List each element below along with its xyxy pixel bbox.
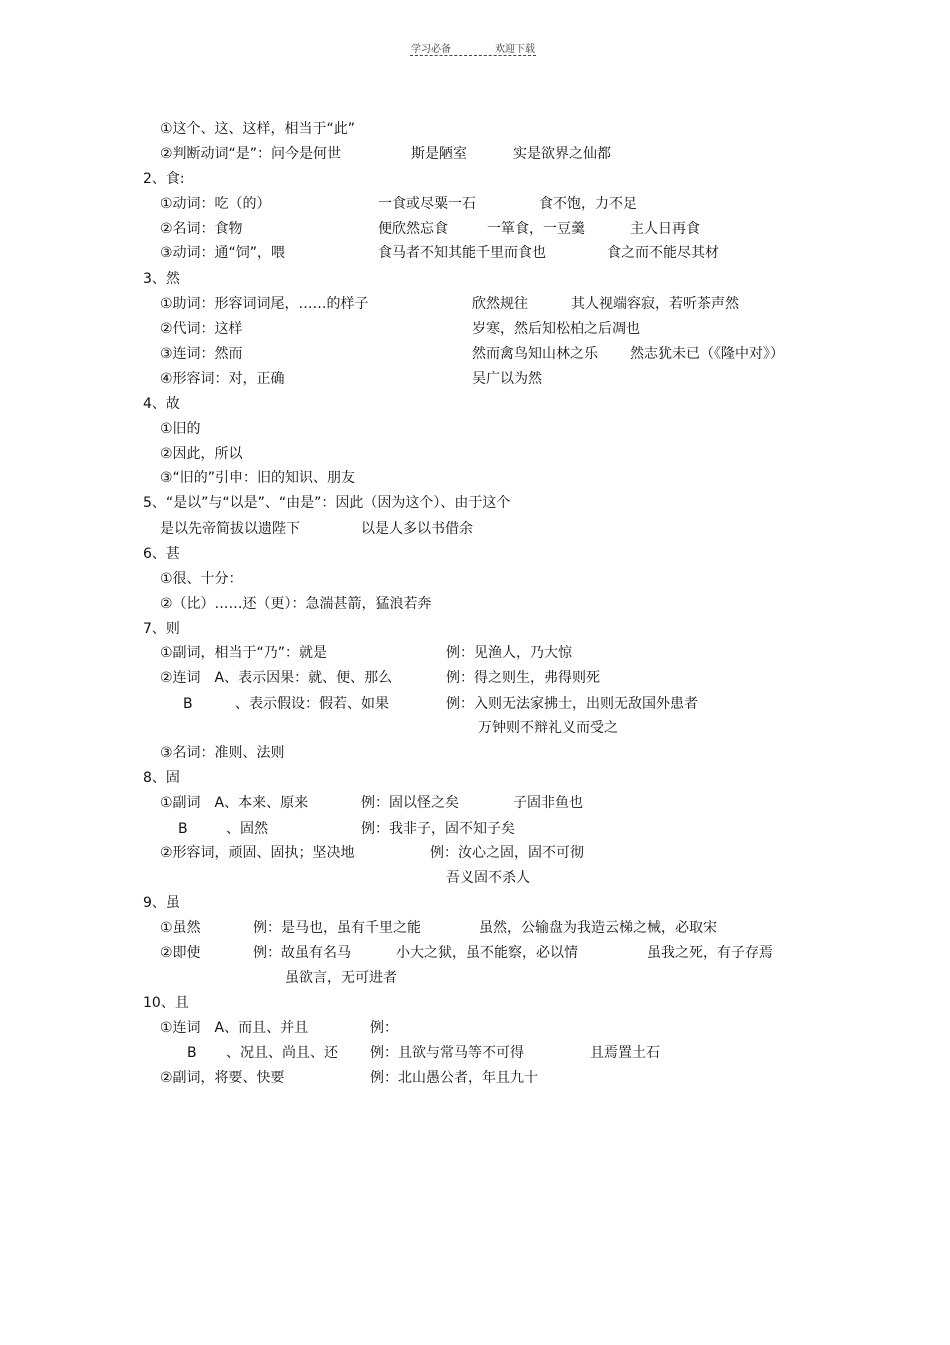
text-line: B — [183, 696, 193, 712]
text-line: ②（比）……还（更）：急湍甚箭，猛浪若奔 — [160, 596, 432, 612]
text-line: ①很、十分： — [160, 571, 243, 587]
text-line: ②代词：这样 — [160, 321, 243, 337]
text-line: ①旧的 — [160, 421, 201, 437]
text-line: 食马者不知其能千里而食也 — [378, 245, 546, 261]
text-line: 例：得之则生，弗得则死 — [446, 670, 600, 686]
text-line: 是以先帝简拔以遗陛下 — [160, 521, 300, 537]
text-line: ②即使 — [160, 945, 201, 961]
text-line: 10、且 — [143, 995, 189, 1011]
text-line: ②副词，将要、快要 — [160, 1070, 285, 1086]
text-line: ③名词：准则、法则 — [160, 745, 285, 761]
text-line: 一食或尽粟一石 — [378, 196, 476, 212]
text-line: 小大之狱，虽不能察，必以情 — [396, 945, 578, 961]
text-line: ②连词 A、表示因果：就、便、那么 — [160, 670, 393, 686]
text-line: 虽欲言，无可进者 — [285, 970, 397, 986]
text-line: 例：北山愚公者，年且九十 — [370, 1070, 538, 1086]
text-line: ④形容词：对，正确 — [160, 371, 285, 387]
text-line: 7、则 — [143, 621, 180, 637]
text-line: 例：入则无法家拂士，出则无敌国外患者 — [446, 696, 698, 712]
text-line: 一箪食，一豆羹 — [487, 221, 585, 237]
text-line: 斯是陋室 — [411, 146, 467, 162]
text-line: 例：见渔人，乃大惊 — [446, 645, 572, 661]
text-line: ①这个、这、这样，相当于“此” — [160, 121, 356, 137]
text-line: ①副词 A、本来、原来 — [160, 795, 309, 811]
text-line: 例： — [370, 1020, 398, 1036]
text-line: ②形容词，顽固、固执；坚决地 — [160, 845, 355, 861]
text-line: 虽然，公输盘为我造云梯之械，必取宋 — [479, 920, 717, 936]
text-line: 食之而不能尽其材 — [607, 245, 719, 261]
text-line: 便欣然忘食 — [378, 221, 448, 237]
text-line: 、固然 — [226, 821, 268, 837]
text-line: 然志犹未已（《隆中对》） — [630, 346, 784, 362]
text-line: 例：我非子，固不知子矣 — [361, 821, 515, 837]
text-line: ①连词 A、而且、并且 — [160, 1020, 309, 1036]
header-dashed-rule — [410, 55, 536, 56]
text-line: 、表示假设：假若、如果 — [235, 696, 389, 712]
text-line: 万钟则不辩礼义而受之 — [478, 720, 618, 736]
text-line: 3、然 — [143, 271, 180, 287]
page-header — [0, 38, 950, 58]
text-line: 然而禽鸟知山林之乐 — [472, 346, 598, 362]
text-line: ①助词：形容词词尾，……的样子 — [160, 296, 369, 312]
text-line: 以是人多以书借余 — [361, 521, 473, 537]
text-line: 例：故虽有名马 — [253, 945, 351, 961]
text-line: 欣然规往 — [472, 296, 528, 312]
header-left-text: 学习必备 — [411, 44, 451, 55]
text-line: 4、故 — [143, 396, 180, 412]
text-line: 岁寒，然后知松柏之后凋也 — [472, 321, 640, 337]
text-line: 例：是马也，虽有千里之能 — [253, 920, 421, 936]
text-line: 吾义固不杀人 — [446, 870, 530, 886]
text-line: ③动词：通“饲”，喂 — [160, 245, 286, 261]
text-line: 其人视端容寂，若听茶声然 — [571, 296, 739, 312]
text-line: ①副词，相当于“乃”：就是 — [160, 645, 328, 661]
text-line: ①虽然 — [160, 920, 201, 936]
text-line: ③“旧的”引申：旧的知识、朋友 — [160, 470, 356, 486]
text-line: ①动词：吃（的） — [160, 196, 271, 212]
header-right-text: 欢迎下载 — [495, 44, 535, 55]
text-line: 主人日再食 — [630, 221, 700, 237]
text-line: 9、虽 — [143, 895, 180, 911]
text-line: 食不饱，力不足 — [539, 196, 637, 212]
text-line: 例：且欲与常马等不可得 — [370, 1045, 524, 1061]
text-line: 8、固 — [143, 770, 180, 786]
text-line: 5、“是以”与“以是”、“由是”：因此（因为这个）、由于这个 — [143, 495, 511, 511]
text-line: 、况且、尚且、还 — [226, 1045, 338, 1061]
text-line: B — [187, 1045, 197, 1061]
text-line: 子固非鱼也 — [513, 795, 583, 811]
text-line: 6、甚 — [143, 546, 180, 562]
text-line: 虽我之死，有子存焉 — [647, 945, 773, 961]
text-line: ③连词：然而 — [160, 346, 243, 362]
text-line: 实是欲界之仙都 — [513, 146, 611, 162]
text-line: B — [178, 821, 188, 837]
text-line: 例：汝心之固，固不可彻 — [430, 845, 584, 861]
text-line: 2、食: — [143, 171, 185, 187]
text-line: ②判断动词“是”：问今是何世 — [160, 146, 342, 162]
text-line: ②名词：食物 — [160, 221, 243, 237]
text-line: 且焉置土石 — [590, 1045, 660, 1061]
text-line: ②因此，所以 — [160, 446, 243, 462]
text-line: 吴广以为然 — [472, 371, 542, 387]
text-line: 例：固以怪之矣 — [361, 795, 459, 811]
